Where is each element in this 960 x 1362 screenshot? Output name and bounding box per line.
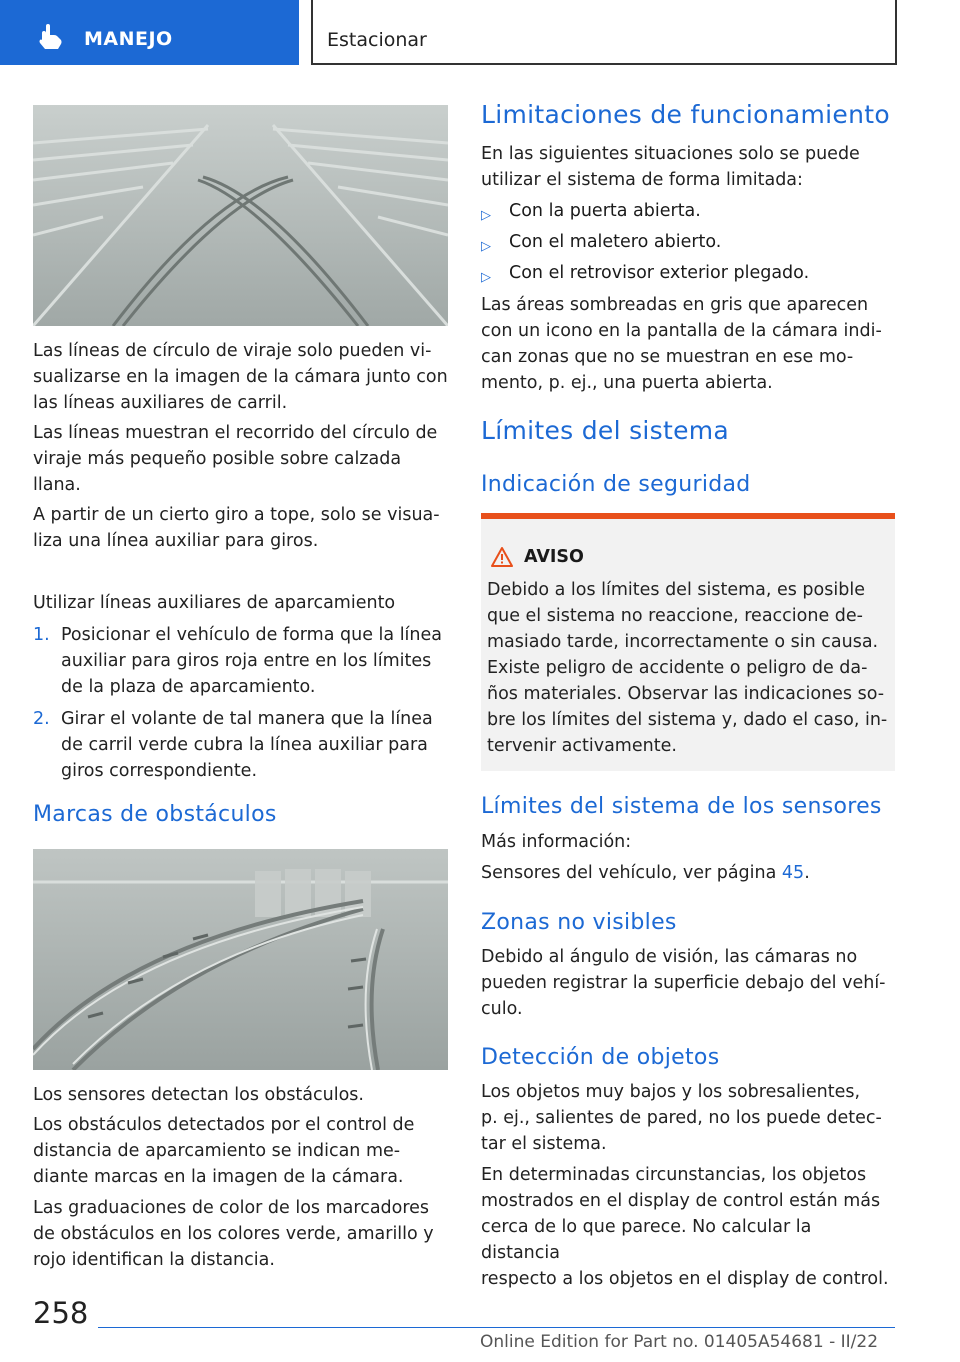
- warning-box: [481, 513, 895, 771]
- object-detection-heading: Detección de objetos: [481, 1045, 720, 1070]
- step-text: Girar el volante de tal manera que la línea de carril verde cubra la línea auxiliar para giros correspondiente.: [61, 709, 433, 781]
- more-info-label: Más información:: [481, 832, 632, 852]
- page-link[interactable]: 45: [781, 863, 805, 883]
- footer-divider: [98, 1327, 895, 1328]
- triangle-bullet-icon: ▷: [481, 208, 491, 223]
- hand-icon: [36, 22, 66, 52]
- step-number: 2.: [33, 709, 50, 729]
- limitations-intro: En las siguientes situaciones solo se puede utilizar el sistema de forma limitada:: [481, 144, 860, 190]
- sensors-reference: Sensores del vehículo, ver página 45.: [481, 863, 810, 883]
- turning-circle-lines-image: [33, 105, 448, 326]
- chapter-tab: [311, 0, 897, 65]
- obstacles-detected-para: Los obstáculos detectados por el control de distancia de aparcamiento se indican me- diante marcas en la imagen de la cámara.: [33, 1115, 415, 1187]
- sensors-detect-para: Los sensores detectan los obstáculos.: [33, 1085, 364, 1105]
- warning-triangle-icon: [490, 546, 514, 568]
- step-number: 1.: [33, 625, 50, 645]
- shaded-areas-para: Las áreas sombreadas en gris que aparecen con un icono en la pantalla de la cámara indi- can zonas que no se muestran en ese mo- mento, p. ej., una puerta abierta.: [481, 295, 882, 393]
- color-gradations-para: Las graduaciones de color de los marcadores de obstáculos en los colores verde, amarillo y rojo identifican la distancia.: [33, 1198, 434, 1270]
- warning-text: Debido a los límites del sistema, es posible que el sistema no reaccione, reaccione de- masiado tarde, incorrectamente o sin causa. Existe peligro de accidente o peligro de da- ños materiales. Observar las indicaciones so- bre los límites del sistema y, dado el caso, in- tervenir activamente.: [487, 580, 888, 756]
- object-detection-para1: Los objetos muy bajos y los sobresalientes, p. ej., salientes de pared, no los puede detec- tar el sistema.: [481, 1082, 882, 1154]
- blind-zones-heading: Zonas no visibles: [481, 910, 677, 935]
- obstacle-marks-image: [33, 849, 448, 1070]
- warning-label: AVISO: [524, 547, 584, 567]
- edition-text: Online Edition for Part no. 01405A54681 - II/22: [480, 1332, 879, 1352]
- section-title: MANEJO: [84, 28, 173, 50]
- lines-show-para: Las líneas muestran el recorrido del círculo de viraje más pequeño posible sobre calzada llana.: [33, 423, 438, 495]
- triangle-bullet-icon: ▷: [481, 239, 491, 254]
- turning-lines-para: Las líneas de círculo de viraje solo pueden vi- sualizarse en la imagen de la cámara junto con las líneas auxiliares de carril.: [33, 341, 448, 413]
- full-lock-para: A partir de un cierto giro a tope, solo se visua- liza una línea auxiliar para giros.: [33, 505, 440, 551]
- safety-heading: Indicación de seguridad: [481, 472, 751, 497]
- system-limits-heading: Límites del sistema: [481, 416, 730, 445]
- steps-title: Utilizar líneas auxiliares de aparcamiento: [33, 593, 396, 613]
- step-text: Posicionar el vehículo de forma que la línea auxiliar para giros roja entre en los límites de la plaza de aparcamiento.: [61, 625, 443, 697]
- limitations-heading: Limitaciones de funcionamiento: [481, 100, 890, 129]
- blind-zones-para: Debido al ángulo de visión, las cámaras no pueden registrar la superficie debajo del vehí- culo.: [481, 947, 886, 1019]
- section-tab: [0, 0, 299, 65]
- sensor-limits-heading: Límites del sistema de los sensores: [481, 794, 882, 819]
- obstacle-marks-heading: Marcas de obstáculos: [33, 802, 277, 827]
- page-number: 258: [33, 1296, 89, 1330]
- triangle-bullet-icon: ▷: [481, 270, 491, 285]
- chapter-title: Estacionar: [327, 29, 427, 51]
- object-detection-para2: En determinadas circunstancias, los objetos mostrados en el display de control están más cerca de lo que parece. No calcular la distancia respecto a los objetos en el display de control.: [481, 1165, 889, 1289]
